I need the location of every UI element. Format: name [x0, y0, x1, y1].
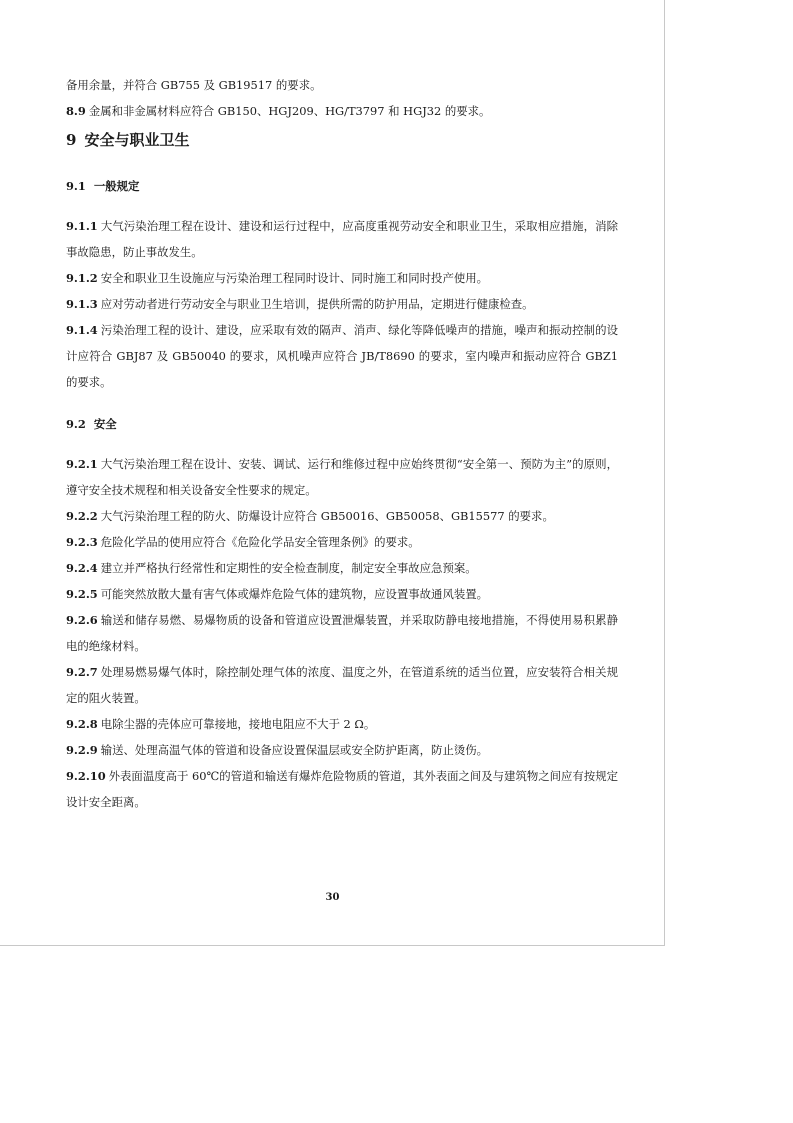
subsection-9-1-items [66, 213, 618, 395]
subsection-number: 9.1 [66, 179, 86, 193]
clause-text: 输送、处理高温气体的管道和设备应设置保温层或安全防护距离，防止烫伤。 [100, 743, 489, 757]
clause-text: 电除尘器的壳体应可靠接地，接地电阻应不大于 2 Ω。 [100, 717, 376, 731]
subsection-number: 9.2 [66, 417, 86, 431]
clause-text: 处理易燃易爆气体时，除控制处理气体的浓度、温度之外，在管道系统的适当位置，应安装符合相关规定的阻火装置。 [66, 665, 618, 705]
page-number: 30 [325, 892, 340, 903]
clause-9-2-7 [66, 659, 618, 711]
top-paragraphs [66, 72, 618, 124]
paragraph-8-9 [66, 98, 618, 124]
clause-number: 9.2.8 [66, 717, 98, 731]
clause-9-1-3 [66, 291, 618, 317]
clause-number: 9.2.4 [66, 561, 98, 575]
clause-text: 金属和非金属材料应符合 GB150、HGJ209、HG/T3797 和 HGJ32 的要求。 [88, 104, 491, 118]
clause-text: 建立并严格执行经常性和定期性的安全检查制度，制定安全事故应急预案。 [100, 561, 477, 575]
clause-text: 大气污染治理工程在设计、建设和运行过程中，应高度重视劳动安全和职业卫生，采取相应措施，消除事故隐患，防止事故发生。 [66, 219, 618, 259]
section-9-heading [66, 130, 618, 150]
clause-number: 9.2.9 [66, 743, 98, 757]
clause-number: 9.2.6 [66, 613, 98, 627]
clause-text: 输送和储存易燃、易爆物质的设备和管道应设置泄爆装置，并采取防静电接地措施，不得使用易积累静电的绝缘材料。 [66, 613, 618, 653]
section-title: 安全与职业卫生 [84, 131, 190, 149]
clause-9-1-4 [66, 317, 618, 395]
clause-number: 9.2.3 [66, 535, 98, 549]
clause-9-1-2 [66, 265, 618, 291]
paragraph-continuation: 备用余量，并符合 GB755 及 GB19517 的要求。 [66, 78, 322, 92]
clause-number: 9.1.3 [66, 297, 98, 311]
subsection-9-2-heading [66, 416, 618, 432]
clause-number: 9.2.2 [66, 509, 98, 523]
clause-9-1-1 [66, 213, 618, 265]
subsection-9-2-items [66, 451, 618, 815]
clause-number: 9.2.5 [66, 587, 98, 601]
clause-9-2-4 [66, 555, 618, 581]
clause-number: 8.9 [66, 104, 86, 118]
clause-9-2-10 [66, 763, 618, 815]
clause-text: 外表面温度高于 60℃的管道和输送有爆炸危险物质的管道，其外表面之间及与建筑物之间应有按规定设计安全距离。 [66, 769, 618, 809]
clause-text: 安全和职业卫生设施应与污染治理工程同时设计、同时施工和同时投产使用。 [100, 271, 489, 285]
clause-number: 9.1.4 [66, 323, 98, 337]
subsection-9-1-heading [66, 178, 618, 194]
clause-9-2-8 [66, 711, 618, 737]
clause-9-2-6 [66, 607, 618, 659]
clause-text: 大气污染治理工程在设计、安装、调试、运行和维修过程中应始终贯彻“安全第一、预防为主”的原则，遵守安全技术规程和相关设备安全性要求的规定。 [66, 457, 618, 497]
clause-9-2-1 [66, 451, 618, 503]
clause-9-2-2 [66, 503, 618, 529]
clause-number: 9.2.1 [66, 457, 98, 471]
clause-text: 污染治理工程的设计、建设，应采取有效的隔声、消声、绿化等降低噪声的措施，噪声和振动控制的设计应符合 GBJ87 及 GB50040 的要求，风机噪声应符合 JB/T8690 的要求，室内噪声和振动应符合 GBZ1 的要求。 [66, 323, 618, 389]
clause-9-2-9 [66, 737, 618, 763]
clause-number: 9.2.10 [66, 769, 106, 783]
clause-9-2-5 [66, 581, 618, 607]
subsection-title: 一般规定 [93, 179, 140, 193]
clause-text: 大气污染治理工程的防火、防爆设计应符合 GB50016、GB50058、GB15577 的要求。 [100, 509, 554, 523]
clause-number: 9.1.2 [66, 271, 98, 285]
clause-9-2-3 [66, 529, 618, 555]
clause-number: 9.1.1 [66, 219, 98, 233]
clause-text: 危险化学品的使用应符合《危险化学品安全管理条例》的要求。 [100, 535, 420, 549]
clause-text: 应对劳动者进行劳动安全与职业卫生培训，提供所需的防护用品，定期进行健康检查。 [100, 297, 534, 311]
clause-text: 可能突然放散大量有害气体或爆炸危险气体的建筑物，应设置事故通风装置。 [100, 587, 489, 601]
clause-number: 9.2.7 [66, 665, 98, 679]
subsection-title: 安全 [93, 417, 117, 431]
section-number: 9 [66, 131, 77, 149]
